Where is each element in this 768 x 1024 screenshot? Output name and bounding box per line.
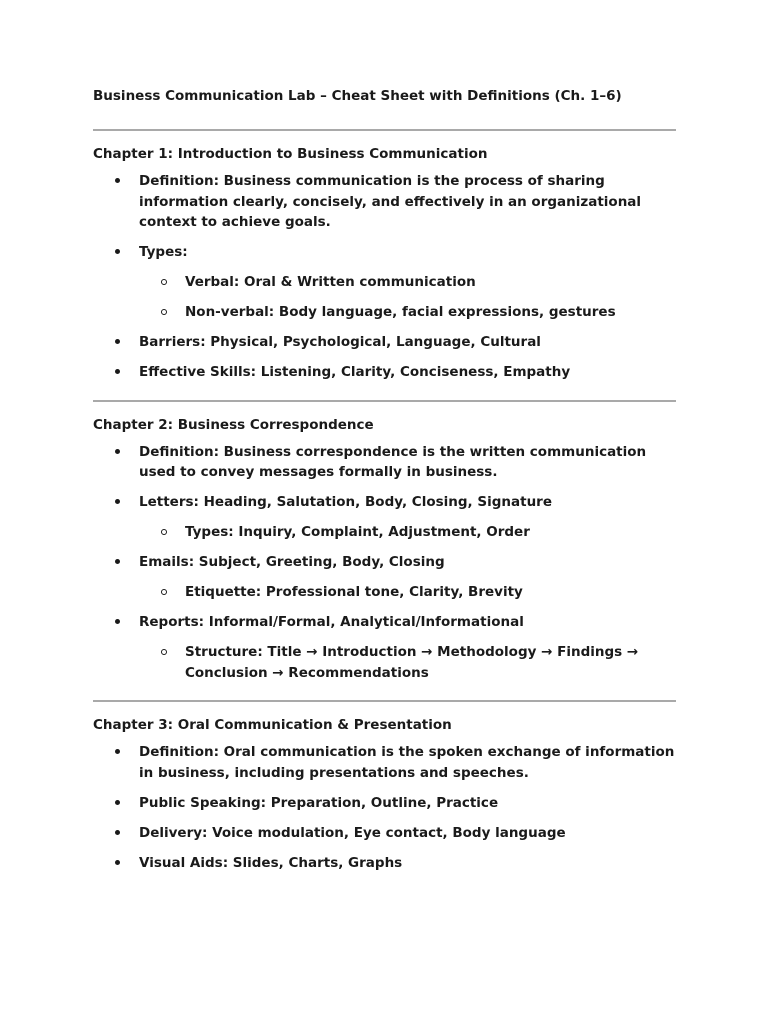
- list-item: [93, 823, 676, 844]
- list-item-text: Definition: Business correspondence is the written communication used to convey messages formally in business.: [139, 443, 647, 480]
- list-item-text: Types:: [139, 244, 188, 260]
- bullet-icon: [115, 749, 120, 754]
- sub-list-item-text: Types: Inquiry, Complaint, Adjustment, Order: [185, 524, 530, 540]
- section-divider: [93, 400, 676, 402]
- hollow-bullet-icon: [161, 589, 167, 595]
- chapters-container: [93, 129, 676, 873]
- bullet-icon: [115, 800, 120, 805]
- list-item-text: Reports: Informal/Formal, Analytical/Informational: [139, 614, 524, 630]
- sub-list-item: [139, 272, 676, 293]
- chapter-section: [93, 144, 676, 383]
- list-item: [93, 171, 676, 233]
- chapter-title: Chapter 2: Business Correspondence: [93, 416, 374, 433]
- list-item: [93, 362, 676, 383]
- bullet-icon: [115, 449, 120, 454]
- list-item: [93, 552, 676, 603]
- chapter-section: [93, 415, 676, 684]
- sub-bullet-list: [139, 272, 676, 323]
- chapter-title: Chapter 3: Oral Communication & Presentation: [93, 717, 452, 733]
- document-title: Business Communication Lab – Cheat Sheet with Definitions (Ch. 1–6): [93, 88, 622, 104]
- bullet-icon: [115, 369, 120, 374]
- chapter-section: [93, 715, 676, 873]
- bullet-icon: [115, 249, 120, 254]
- sub-bullet-list: [139, 522, 676, 543]
- list-item-text: Definition: Oral communication is the spoken exchange of information in business, including presentations and speeches.: [139, 744, 675, 781]
- list-item: [93, 612, 676, 683]
- list-item-text: Delivery: Voice modulation, Eye contact, Body language: [139, 824, 566, 841]
- bullet-icon: [115, 860, 120, 865]
- list-item-text: Definition: Business communication is the process of sharing information clearly, concisely, and effectively in an organizational context to achieve goals.: [139, 173, 642, 230]
- bullet-icon: [115, 499, 120, 504]
- list-item: [93, 492, 676, 543]
- bullet-icon: [115, 559, 120, 564]
- hollow-bullet-icon: [161, 279, 167, 285]
- list-item-text: Visual Aids: Slides, Charts, Graphs: [139, 854, 403, 871]
- list-item-text: Public Speaking: Preparation, Outline, Practice: [139, 794, 499, 811]
- list-item: [93, 793, 676, 814]
- sub-bullet-list: [139, 642, 676, 683]
- sub-list-item-text: Verbal: Oral & Written communication: [185, 274, 476, 290]
- list-item: [93, 332, 676, 353]
- bullet-list: [93, 171, 676, 383]
- list-item-text: Letters: Heading, Salutation, Body, Closing, Signature: [139, 494, 552, 510]
- section-divider: [93, 700, 676, 702]
- sub-list-item-text: Etiquette: Professional tone, Clarity, Brevity: [185, 584, 523, 600]
- sub-list-item-text: Structure: Title → Introduction → Methodology → Findings → Conclusion → Recommendations: [185, 644, 639, 681]
- bullet-list: [93, 742, 676, 873]
- hollow-bullet-icon: [161, 649, 167, 655]
- sub-list-item: [139, 642, 676, 683]
- list-item: [93, 442, 676, 483]
- list-item: [93, 242, 676, 323]
- list-item: [93, 742, 676, 783]
- bullet-icon: [115, 178, 120, 183]
- hollow-bullet-icon: [161, 309, 167, 315]
- section-divider: [93, 129, 676, 131]
- bullet-list: [93, 442, 676, 684]
- list-item: [93, 853, 676, 874]
- hollow-bullet-icon: [161, 529, 167, 535]
- chapter-title: Chapter 1: Introduction to Business Communication: [93, 146, 488, 162]
- bullet-icon: [115, 339, 120, 344]
- document-page: [93, 80, 676, 883]
- bullet-icon: [115, 619, 120, 624]
- list-item-text: Effective Skills: Listening, Clarity, Conciseness, Empathy: [139, 364, 571, 380]
- sub-list-item-text: Non-verbal: Body language, facial expressions, gestures: [185, 304, 616, 320]
- sub-bullet-list: [139, 582, 676, 603]
- list-item-text: Emails: Subject, Greeting, Body, Closing: [139, 554, 445, 570]
- list-item-text: Barriers: Physical, Psychological, Language, Cultural: [139, 334, 541, 350]
- sub-list-item: [139, 302, 676, 323]
- sub-list-item: [139, 522, 676, 543]
- bullet-icon: [115, 830, 120, 835]
- sub-list-item: [139, 582, 676, 603]
